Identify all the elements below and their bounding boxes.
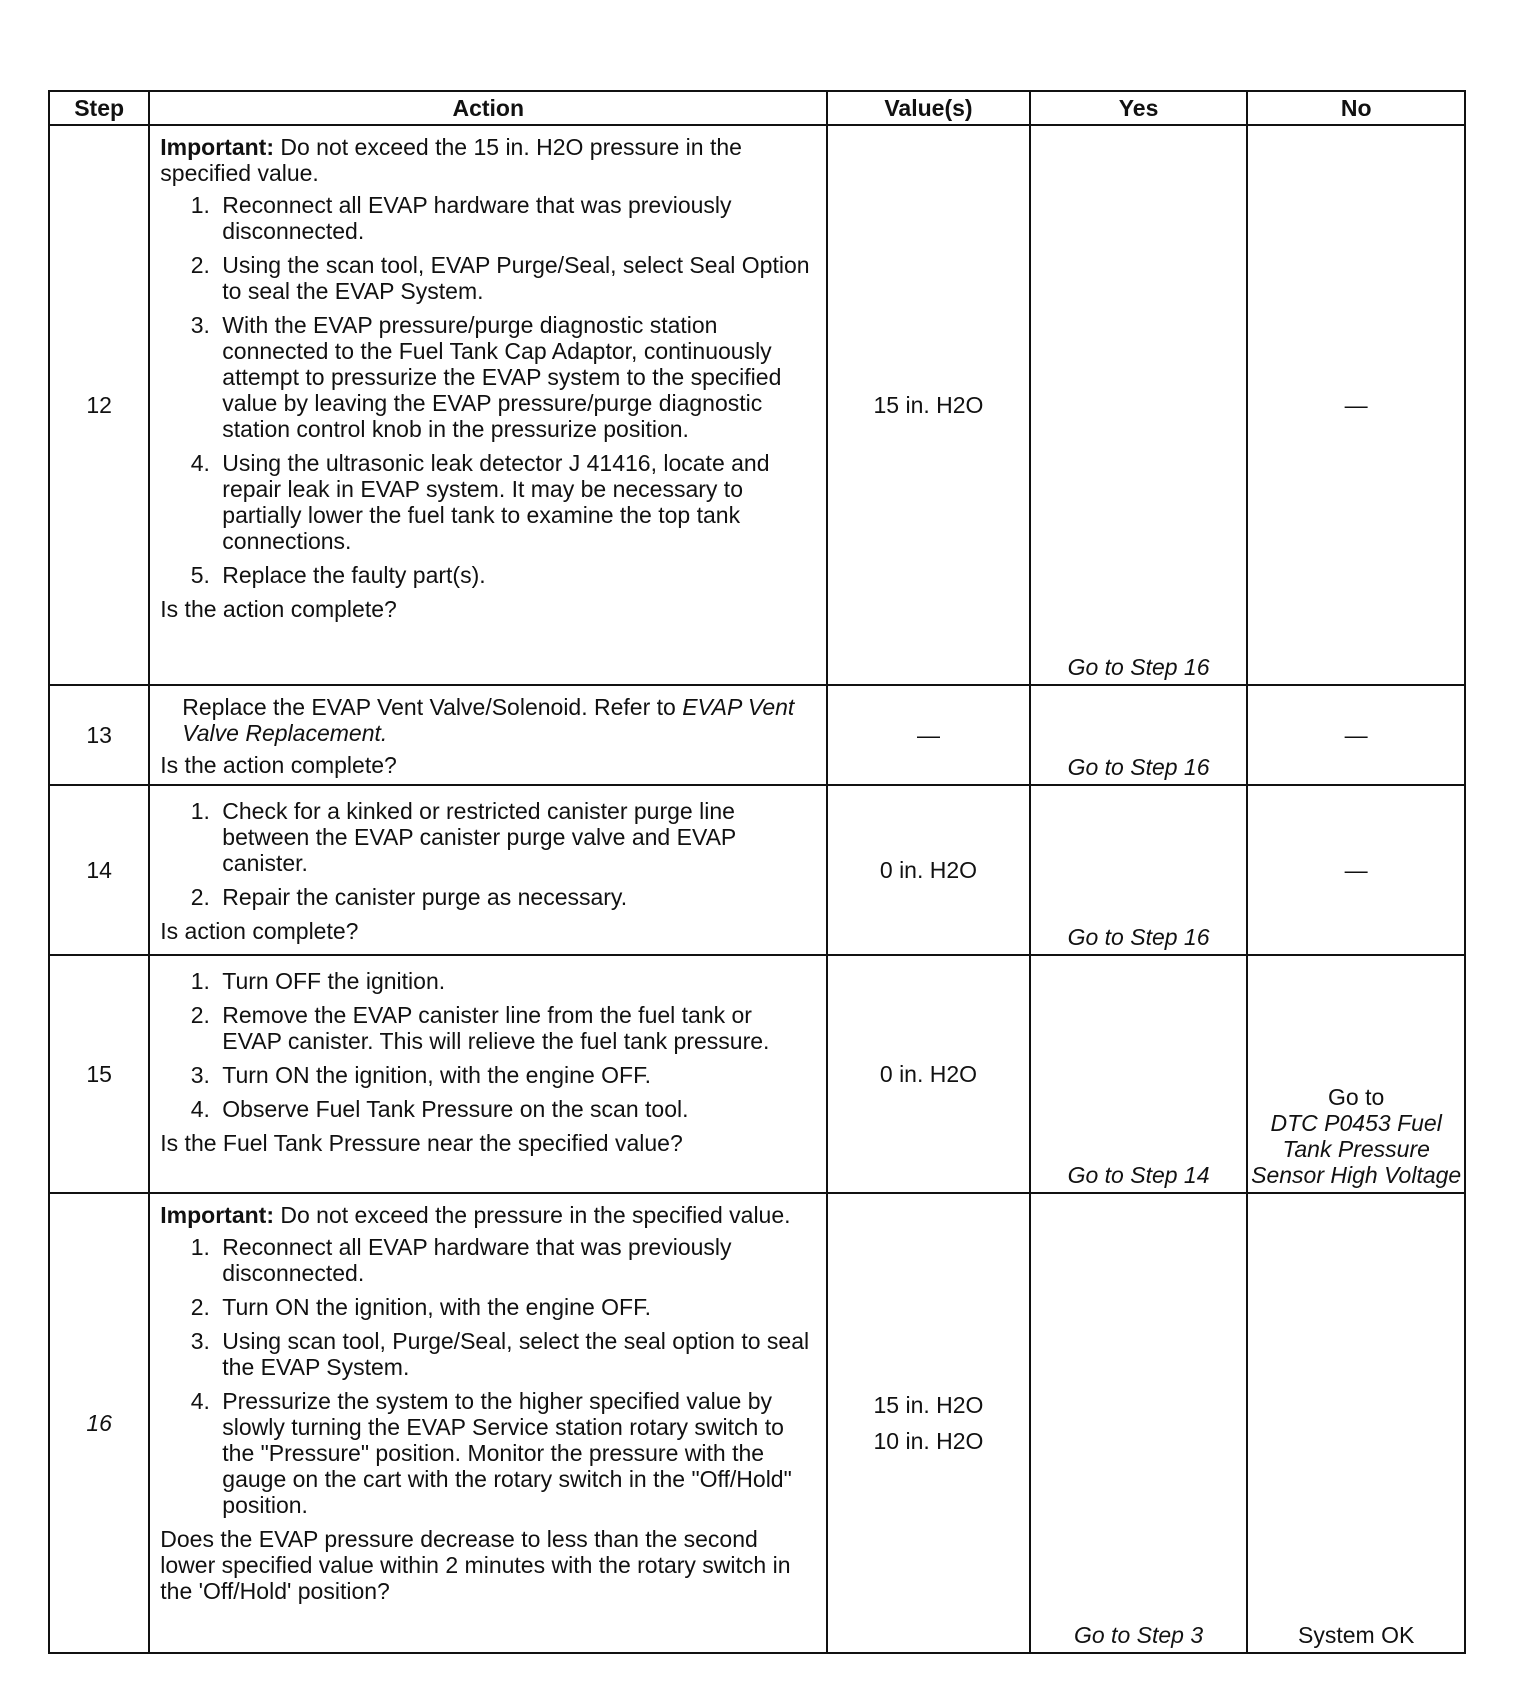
value-low: 10 in. H2O [873,1428,984,1454]
value-high: 15 in. H2O [873,1392,984,1418]
no-cell: — [1247,785,1465,955]
list-item: 1. Reconnect all EVAP hardware that was previously disconnected. [216,192,814,244]
value-cell: 0 in. H2O [827,955,1030,1193]
step-number: 12 [49,125,149,685]
list-item: 3. With the EVAP pressure/purge diagnostic station connected to the Fuel Tank Cap Adaptor, continuously attempt to pressurize the EVAP system to the specified value by leaving the EVAP pressure/purge diagnostic station control knob in the pressurize position. [216,312,814,442]
list-item: 2. Repair the canister purge as necessary. [216,884,814,910]
action-list [160,968,814,1122]
step-row-13 [49,685,1465,785]
reference-link-text: EVAP Vent Valve Replacement. [182,694,795,746]
step-number: 14 [49,785,149,955]
no-reference-text: DTC P0453 Fuel Tank Pressure Sensor High Voltage [1251,1110,1462,1188]
list-item: 3. Using scan tool, Purge/Seal, select the seal option to seal the EVAP System. [216,1328,814,1380]
no-cell [1247,955,1465,1193]
important-label: Important: [160,134,274,160]
header-row [49,91,1465,125]
action-cell [149,955,827,1193]
header-no: No [1247,91,1465,125]
list-item: 2. Using the scan tool, EVAP Purge/Seal, select Seal Option to seal the EVAP System. [216,252,814,304]
action-list [160,798,814,910]
value-cell: — [827,685,1030,785]
action-list [160,192,814,588]
step-row-15 [49,955,1465,1193]
step-row-12 [49,125,1465,685]
important-note [160,1202,814,1228]
yes-cell: Go to Step 16 [1030,785,1248,955]
list-item: 5. Replace the faulty part(s). [216,562,814,588]
list-item: 4. Pressurize the system to the higher specified value by slowly turning the EVAP Service station rotary switch to the "Pressure" position. Monitor the pressure with the gauge on the cart with the rotary switch in the "Off/Hold" position. [216,1388,814,1518]
no-cell: — [1247,685,1465,785]
diagnostic-table [48,90,1466,1654]
header-values: Value(s) [827,91,1030,125]
yes-cell: Go to Step 16 [1030,125,1248,685]
action-question: Does the EVAP pressure decrease to less than the second lower specified value within 2 minutes with the rotary switch in the 'Off/Hold' position? [160,1526,791,1604]
no-goto-label: Go to [1328,1084,1385,1110]
list-item: 4. Using the ultrasonic leak detector J 41416, locate and repair leak in EVAP system. It may be necessary to partially lower the fuel tank to examine the top tank connections. [216,450,814,554]
action-question: Is the action complete? [160,752,397,778]
no-cell: System OK [1247,1193,1465,1653]
important-note [160,134,814,186]
step-row-16 [49,1193,1465,1653]
action-cell [149,1193,827,1653]
list-item: 3. Turn ON the ignition, with the engine OFF. [216,1062,814,1088]
yes-cell: Go to Step 16 [1030,685,1248,785]
action-cell [149,785,827,955]
header-action: Action [149,91,827,125]
important-text: Do not exceed the pressure in the specified value. [280,1202,791,1228]
step-number: 13 [49,685,149,785]
action-question: Is action complete? [160,918,359,944]
important-text: Do not exceed the 15 in. H2O pressure in the specified value. [160,134,742,186]
list-item: 2. Turn ON the ignition, with the engine OFF. [216,1294,814,1320]
header-yes: Yes [1030,91,1248,125]
action-cell [149,685,827,785]
list-item: 1. Turn OFF the ignition. [216,968,814,994]
header-step: Step [49,91,149,125]
list-item: 1. Check for a kinked or restricted canister purge line between the EVAP canister purge valve and EVAP canister. [216,798,814,876]
important-label: Important: [160,1202,274,1228]
yes-cell: Go to Step 14 [1030,955,1248,1193]
action-text [160,694,814,746]
yes-cell: Go to Step 3 [1030,1193,1248,1653]
action-question: Is the action complete? [160,596,397,622]
step-row-14 [49,785,1465,955]
value-cell: 0 in. H2O [827,785,1030,955]
action-cell [149,125,827,685]
list-item: 2. Remove the EVAP canister line from the fuel tank or EVAP canister. This will relieve the fuel tank pressure. [216,1002,814,1054]
no-cell: — [1247,125,1465,685]
action-list [160,1234,814,1518]
value-cell [827,1193,1030,1653]
list-item: 4. Observe Fuel Tank Pressure on the scan tool. [216,1096,814,1122]
step-number: 15 [49,955,149,1193]
action-text-plain: Replace the EVAP Vent Valve/Solenoid. Refer to [182,694,676,720]
action-question: Is the Fuel Tank Pressure near the specified value? [160,1130,683,1156]
list-item: 1. Reconnect all EVAP hardware that was previously disconnected. [216,1234,814,1286]
value-cell: 15 in. H2O [827,125,1030,685]
step-number: 16 [49,1193,149,1653]
